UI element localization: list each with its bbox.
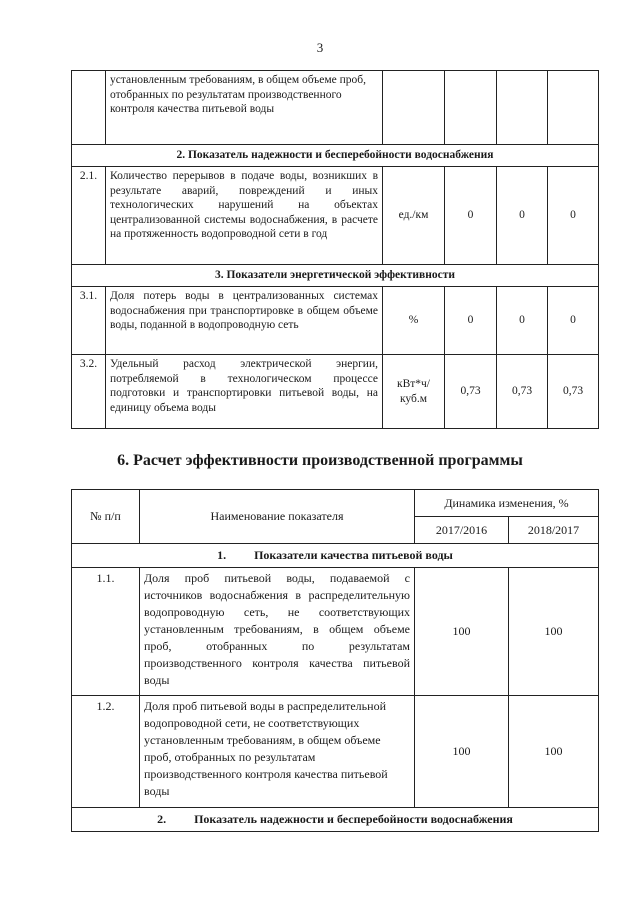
table-row [72,167,599,265]
section-title [72,808,599,832]
value: 100 [415,568,509,696]
section-title: 3. Показатели энергетической эффективности [72,265,599,287]
indicators-table-continued [71,70,599,429]
value: 0 [497,287,548,355]
table-row [72,568,599,696]
row-number: 1.2. [72,696,140,808]
value: 0 [548,167,599,265]
indicator-name: Количество перерывов в подаче воды, возникших в результате аварий, повреждений и иных технологических нарушений на объектах централизованной системы водоснабжения, в расчете на протяженность водопроводной сети в год [106,167,383,265]
row-number: 1.1. [72,568,140,696]
row-number: 2.1. [72,167,106,265]
indicator-name-cell: установленным требованиям, в общем объеме проб, отобранных по результатам производственного контроля качества питьевой воды [106,71,383,145]
unit: ед./км [383,167,445,265]
value: 0,73 [497,355,548,429]
section-number: 1. [217,548,227,562]
header-row [72,490,599,517]
section-row [72,145,599,167]
section-title-text: Показатель надежности и бесперебойности водоснабжения [194,812,513,826]
row-number: 3.2. [72,355,106,429]
value-cell [497,71,548,145]
section-title [72,544,599,568]
section-heading: 6. Расчет эффективности производственной программы [117,452,523,469]
header-number: № п/п [72,490,140,544]
indicator-name: Доля проб питьевой воды, подаваемой с источников водоснабжения в распределительную водопроводную сеть, не соответствующих установленным требованиям, в общем объеме проб, отобранных по результатам производственного контроля качества питьевой воды [140,568,415,696]
table-row [72,71,599,145]
unit: % [383,287,445,355]
value: 0,73 [445,355,497,429]
value: 0 [548,287,599,355]
row-number: 3.1. [72,287,106,355]
value-cell [445,71,497,145]
header-indicator-name: Наименование показателя [140,490,415,544]
table-row [72,355,599,429]
table-row [72,287,599,355]
value: 100 [509,568,599,696]
row-number-cell [72,71,106,145]
page-number: 3 [316,40,324,55]
unit: кВт*ч/ куб.м [383,355,445,429]
value: 100 [509,696,599,808]
unit-cell [383,71,445,145]
indicator-name: Доля проб питьевой воды в распределительной водопроводной сети, не соответствующих установленным требованиям, в общем объеме проб, отобранных по результатам производственного контроля качества питьевой воды [140,696,415,808]
header-dynamics: Динамика изменения, % [415,490,599,517]
section-row [72,544,599,568]
section-row [72,808,599,832]
indicator-name: Доля потерь воды в централизованных системах водоснабжения при транспортировке в общем объеме воды, поданной в водопроводную сеть [106,287,383,355]
value: 100 [415,696,509,808]
value: 0,73 [548,355,599,429]
header-year-2: 2018/2017 [509,517,599,544]
value: 0 [445,167,497,265]
value: 0 [445,287,497,355]
value-cell [548,71,599,145]
table-row [72,696,599,808]
section-number: 2. [157,812,167,826]
section-title: 2. Показатель надежности и бесперебойности водоснабжения [72,145,599,167]
header-year-1: 2017/2016 [415,517,509,544]
value: 0 [497,167,548,265]
indicator-name: Удельный расход электрической энергии, потребляемой в технологическом процессе подготовки и транспортировки питьевой воды, на единицу объема воды [106,355,383,429]
efficiency-table [71,489,599,832]
section-row [72,265,599,287]
section-title-text: Показатели качества питьевой воды [254,548,453,562]
